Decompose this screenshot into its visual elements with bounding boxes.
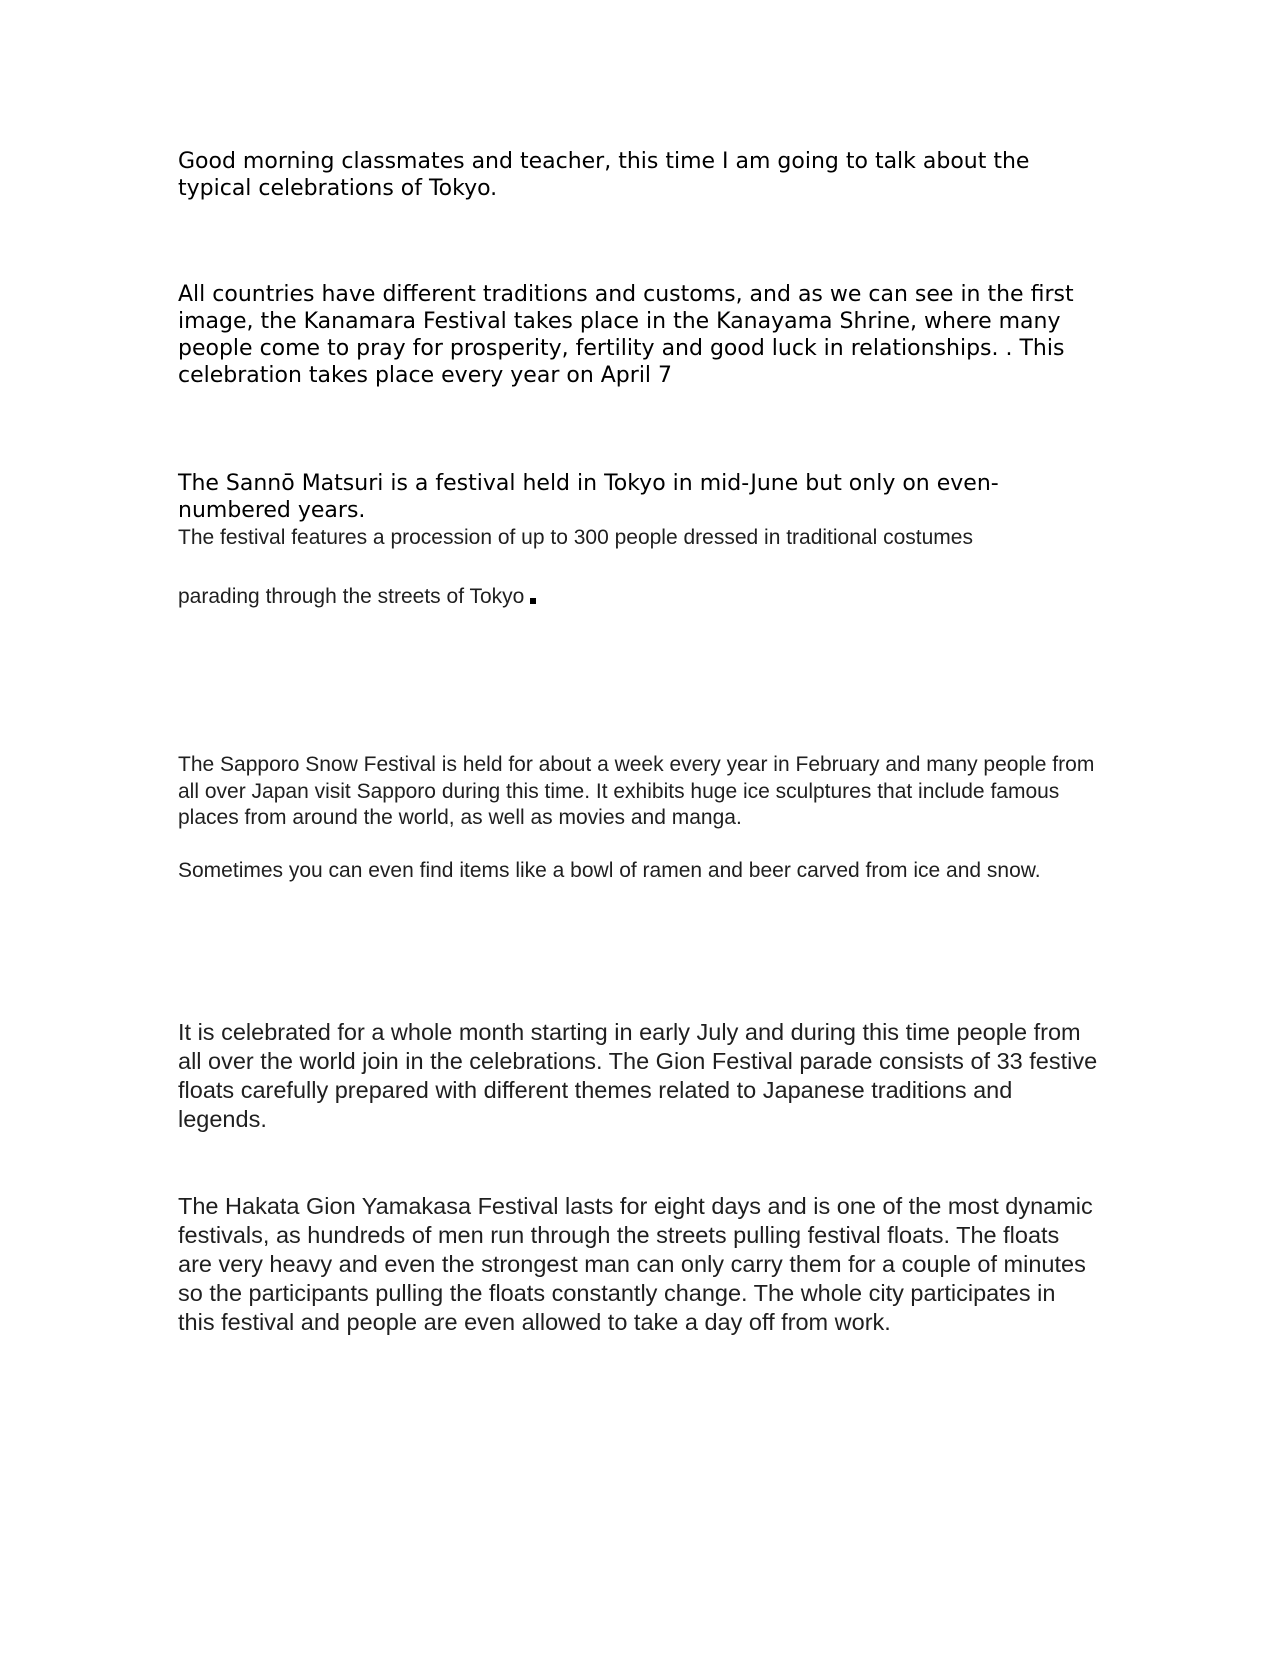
sanno-procession-line: The festival features a procession of up to 300 people dressed in traditional costumes: [178, 526, 973, 549]
sanno-parading-line: [178, 584, 1098, 611]
hakata-paragraph: The Hakata Gion Yamakasa Festival lasts for eight days and is one of the most dynamic festivals, as hundreds of men run through the streets pulling festival floats. The floats are very heavy and even the strongest man can only carry them for a couple of minutes so the participants pulling the floats constantly change. The whole city participates in this festival and people are even allowed to take a day off from work.: [178, 1193, 1093, 1335]
gion-paragraph: It is celebrated for a whole month starting in early July and during this time people from all over the world join in the celebrations. The Gion Festival parade consists of 33 festive floats carefully prepared with different themes related to Japanese traditions and legends.: [178, 1019, 1098, 1132]
intro-paragraph: Good morning classmates and teacher, this time I am going to talk about the typical celebrations of Tokyo.: [178, 149, 1030, 201]
square-dot-icon: [530, 598, 536, 604]
kanamara-paragraph: All countries have different traditions and customs, and as we can see in the first image, the Kanamara Festival takes place in the Kanayama Shrine, where many people come to pray for prosperity, fertility and good luck in relationships. . This celebration takes place every year on April 7: [178, 282, 1074, 388]
sanno-heading-paragraph: The Sannō Matsuri is a festival held in Tokyo in mid-June but only on even-numbered years.: [178, 471, 999, 523]
sapporo-paragraph-1: The Sapporo Snow Festival is held for about a week every year in February and many people from all over Japan visit Sapporo during this time. It exhibits huge ice sculptures that include famous places from around the world, as well as movies and manga.: [178, 753, 1095, 829]
sanno-parading-text: parading through the streets of Tokyo: [178, 585, 525, 608]
sapporo-paragraph-2: Sometimes you can even find items like a bowl of ramen and beer carved from ice and snow.: [178, 859, 1041, 882]
